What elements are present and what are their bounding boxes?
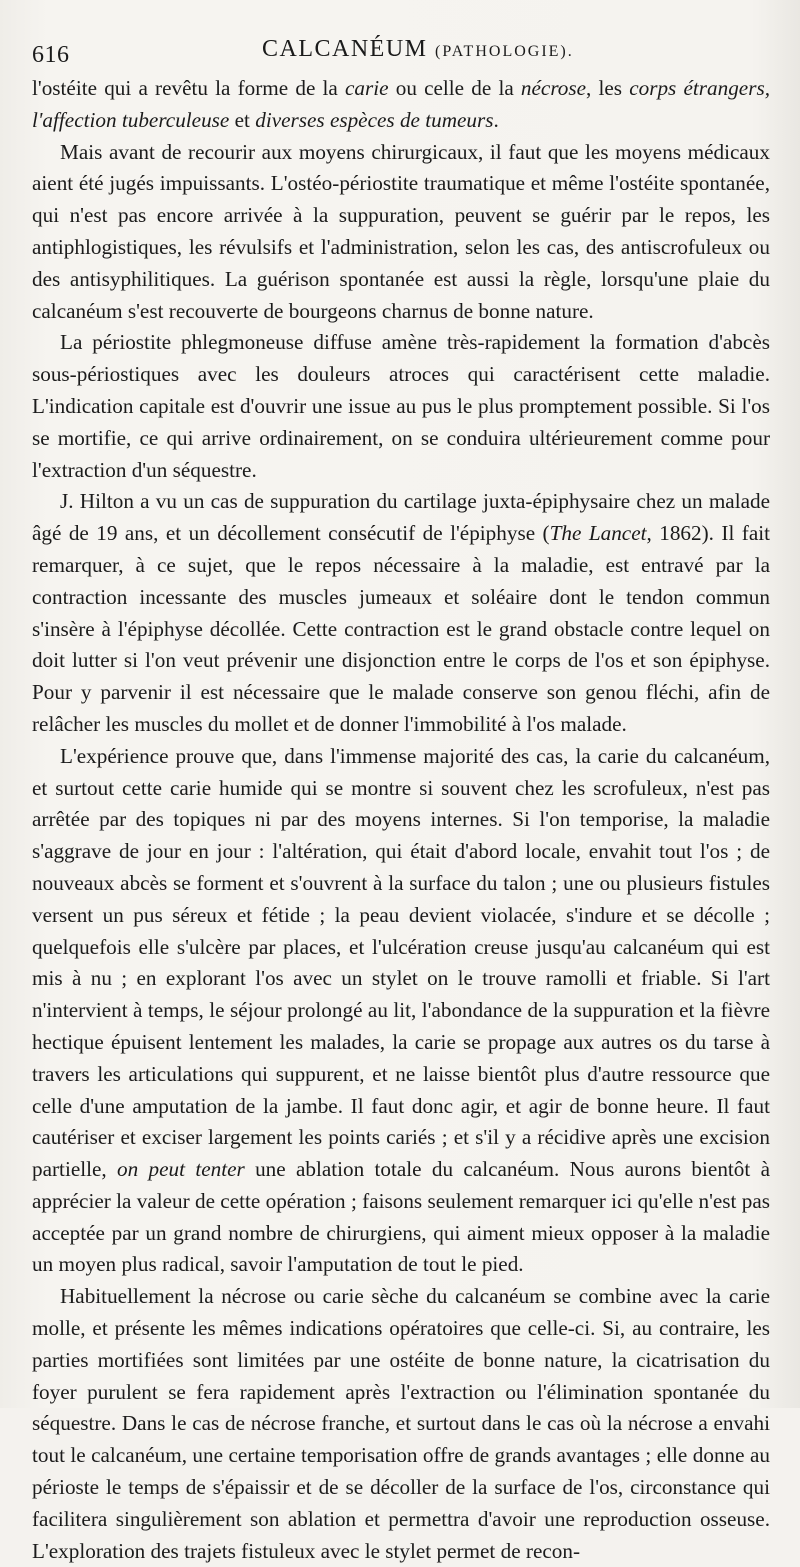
text-run: . <box>493 107 499 132</box>
paragraph <box>32 137 770 328</box>
text-run: Mais avant de recourir aux moyens chirurgicaux, il faut que les moyens médicaux aient été jugés impuissants. L'ostéo-périostite traumatique et même l'ostéite spontanée, qui n'est pas encore arrivée à la suppuration, peuvent se guérir par le repos, les antiphlogistiques, les révulsifs et l'administration, selon les cas, des antiscrofuleux ou des antisyphilitiques. La guérison spontanée est aussi la règle, lorsqu'une plaie du calcanéum s'est recouverte de bourgeons charnus de bonne nature. <box>32 139 770 323</box>
paragraph <box>32 486 770 740</box>
page-number: 616 <box>32 42 70 68</box>
text-run: l'ostéite qui a revêtu la forme de la <box>32 76 346 100</box>
page-header <box>32 22 770 72</box>
paragraph <box>32 327 770 486</box>
italic-text: corps étrangers, l'affection tuberculeuse <box>32 76 770 132</box>
italic-text: The Lancet <box>549 521 647 546</box>
running-head-title: CALCANÉUM <box>262 36 428 62</box>
text-run: J. Hilton a vu un cas de suppuration du cartilage juxta-épiphysaire chez un malade âgé de 19 ans, et un décollement consécutif de l'épiphyse ( <box>32 489 770 546</box>
text-run: et <box>229 107 256 132</box>
italic-text: nécrose <box>520 76 587 100</box>
text-run: La périostite phlegmoneuse diffuse amène très-rapidement la formation d'abcès sous-périostiques avec les douleurs atroces qui caractérisent cette maladie. L'indication capitale est d'ouvrir une issue au pus le plus promptement possible. Si l'os se mortifie, ce qui arrive ordinairement, on se conduira ultérieurement comme pour l'extraction d'un séquestre. <box>32 330 770 482</box>
paragraph <box>32 1281 770 1567</box>
paragraph <box>32 741 770 1282</box>
text-run: Habituellement la nécrose ou carie sèche du calcanéum se combine avec la carie molle, et présente les mêmes indications opératoires que celle-ci. Si, au contraire, les parties mortifiées sont limitées par une ostéite de bonne nature, la cicatrisation du foyer purulent se fera rapidement après l'extraction ou l'élimination spontanée du séquestre. Dans le cas de nécrose franche, et surtout dans le cas où la nécrose a envahi tout le calcanéum, une certaine temporisation offre de grands avantages ; elle donne au périoste le temps de s'épaissir et de se décoller de la surface de l'os, circonstance qui facilitera singulièrement son ablation et permettra d'avoir une reproduction osseuse. L'exploration des trajets fistuleux avec le stylet permet de recon- <box>32 1284 770 1563</box>
running-head-subtitle: (PATHOLOGIE). <box>435 43 574 60</box>
text-run: ou celle de la <box>388 76 521 100</box>
text-run: , les <box>586 76 630 100</box>
text-run: une ablation totale du calcanéum. Nous aurons bientôt à apprécier la valeur de cette opération ; faisons seulement remarquer ici qu'elle n'est pas acceptée par un grand nombre de chirurgiens, qui aiment mieux opposer à la maladie un moyen plus radical, savoir l'amputation de tout le pied. <box>32 1157 770 1277</box>
running-head <box>262 36 574 63</box>
italic-text: carie <box>345 76 389 100</box>
italic-text: diverses espèces de tumeurs <box>255 107 494 132</box>
text-run: L'expérience prouve que, dans l'immense majorité des cas, la carie du calcanéum, et surtout cette carie humide qui se montre si souvent chez les scrofuleux, n'est pas arrêtée par des topiques ni par des moyens internes. Si l'on temporise, la maladie s'aggrave de jour en jour : l'altération, qui était d'abord locale, envahit tout l'os ; de nouveaux abcès se forment et s'ouvrent à la surface du talon ; une ou plusieurs fistules versent un pus séreux et fétide ; la peau devient violacée, s'indure et se décolle ; quelquefois elle s'ulcère par places, et l'ulcération creuse jusqu'au calcanéum qui est mis à nu ; en explorant l'os avec un stylet on le trouve ramolli et friable. Si l'art n'intervient à temps, le séjour prolongé au lit, l'abondance de la suppuration et la fièvre hectique épuisent lentement les malades, la carie se propage aux autres os du tarse à travers les articulations qui suppurent, et ne laisse bientôt plus d'autre ressource que celle d'une amputation de la jambe. Il faut donc agir, et agir de bonne heure. Il faut cautériser et exciser largement les points cariés ; et s'il y a récidive après une excision partielle, <box>32 743 770 1182</box>
paragraph <box>32 73 770 137</box>
text-run: , 1862). Il fait remarquer, à ce sujet, que le repos nécessaire à la maladie, est entravé par la contraction incessante des muscles jumeaux et soléaire dont le tendon commun s'insère à l'épiphyse décollée. Cette contraction est le grand obstacle contre lequel on doit lutter si l'on veut prévenir une disjonction entre le corps de l'os et son épiphyse. Pour y parvenir il est nécessaire que le malade conserve son genou fléchi, afin de relâcher les muscles du mollet et de donner l'immobilité à l'os malade. <box>32 521 770 736</box>
italic-text: on peut tenter <box>117 1157 245 1182</box>
body-text <box>32 73 770 1567</box>
